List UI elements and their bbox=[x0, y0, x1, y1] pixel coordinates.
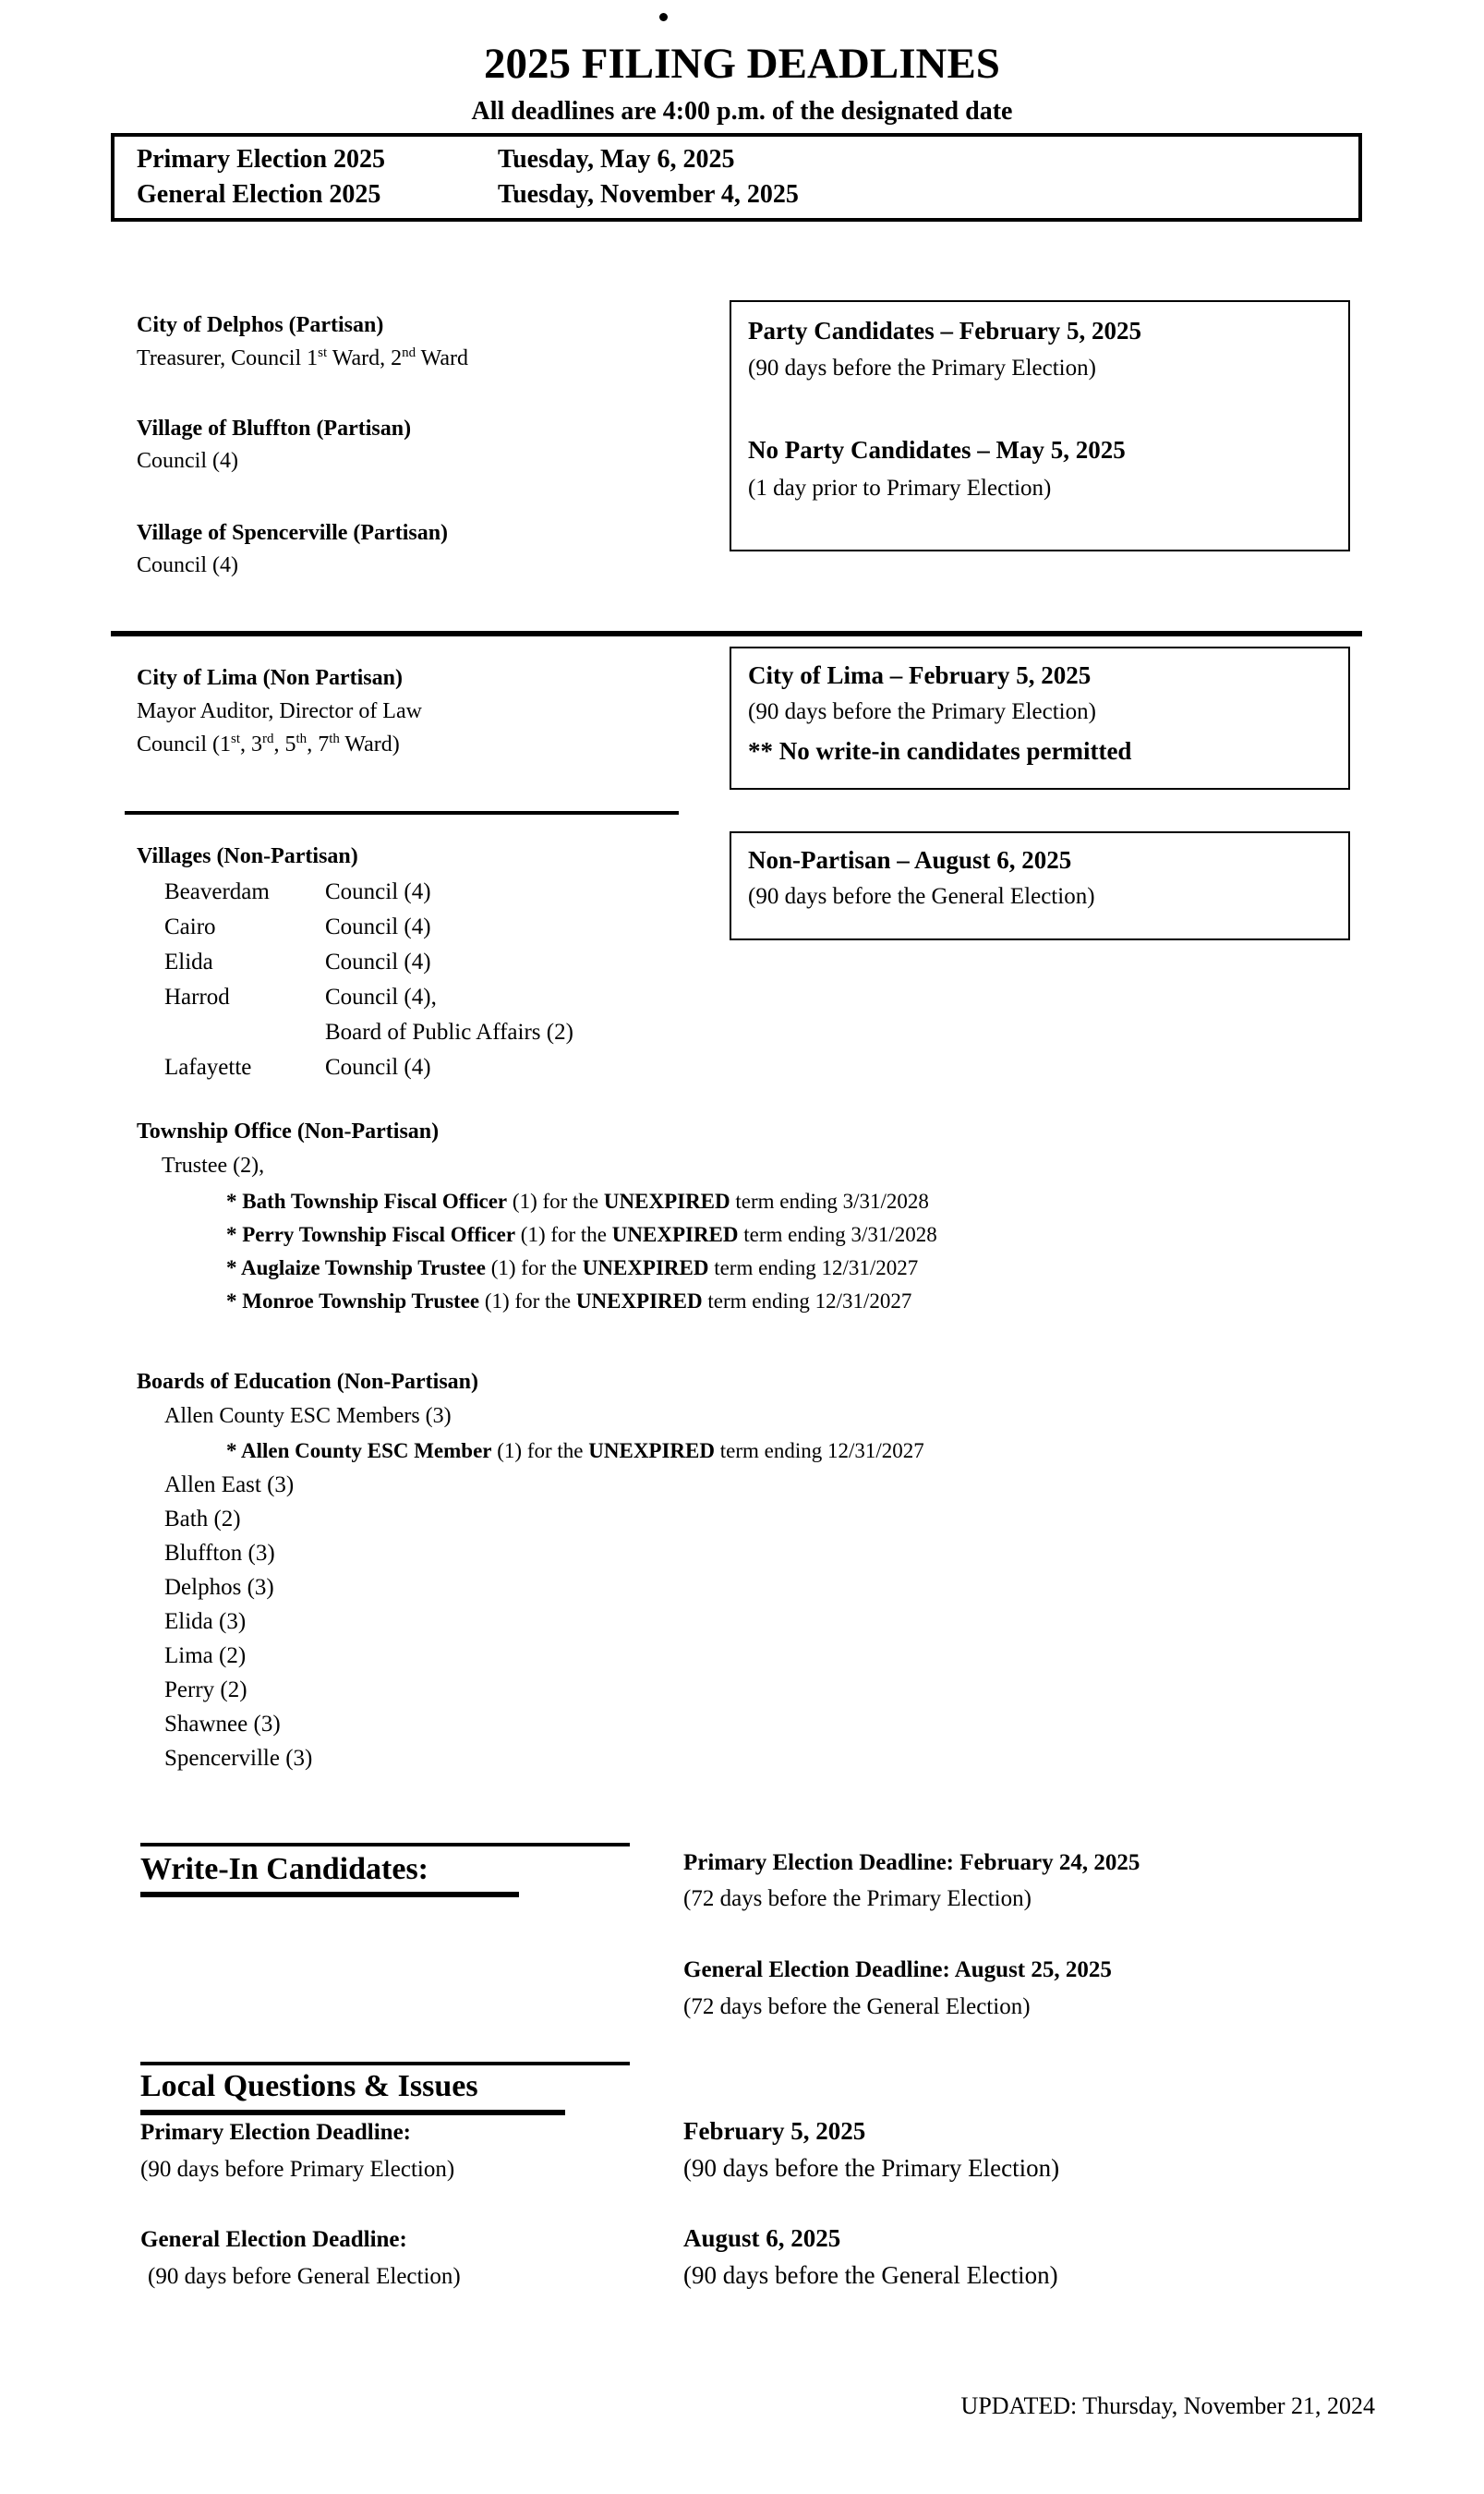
office-title: Allen County ESC Member bbox=[240, 1439, 492, 1462]
delphos-ordinal-2: nd bbox=[402, 345, 416, 360]
general-election-date: Tuesday, November 4, 2025 bbox=[498, 180, 799, 209]
term-end: term ending 12/31/2027 bbox=[715, 1439, 924, 1462]
writein-general-deadline: General Election Deadline: August 25, 2025 bbox=[683, 1957, 1112, 1982]
township-unexpired-row bbox=[226, 1289, 911, 1314]
office-title: Bath Township Fiscal Officer bbox=[242, 1190, 508, 1213]
office-count: (1) for the bbox=[515, 1223, 612, 1246]
esc-members-row: Allen County ESC Members (3) bbox=[164, 1404, 452, 1428]
villages-heading: Villages (Non-Partisan) bbox=[137, 844, 358, 868]
school-district-row: Elida (3) bbox=[164, 1609, 247, 1634]
entity-offices-delphos bbox=[137, 346, 468, 369]
term-end: term ending 3/31/2028 bbox=[730, 1190, 929, 1213]
village-seats: Council (4) bbox=[325, 879, 431, 904]
scan-speck-artifact bbox=[659, 13, 668, 21]
term-end: term ending 12/31/2027 bbox=[702, 1289, 912, 1313]
unexpired-keyword: UNEXPIRED bbox=[588, 1439, 715, 1462]
school-district-row: Allen East (3) bbox=[164, 1472, 295, 1497]
village-name: Beaverdam bbox=[164, 879, 270, 904]
school-district-row: Bath (2) bbox=[164, 1507, 241, 1532]
local-general-label-note: (90 days before General Election) bbox=[148, 2264, 461, 2289]
lima-ordinal-2: rd bbox=[262, 732, 274, 746]
village-name: Harrod bbox=[164, 985, 230, 1010]
primary-election-label: Primary Election 2025 bbox=[137, 145, 386, 174]
lima-offices-line1: Mayor Auditor, Director of Law bbox=[137, 699, 422, 723]
lima-council-a: , 3 bbox=[240, 732, 263, 757]
entity-name-bluffton: Village of Bluffton (Partisan) bbox=[137, 417, 412, 441]
village-name: Lafayette bbox=[164, 1055, 252, 1080]
page-title: 2025 FILING DEADLINES bbox=[484, 40, 1000, 88]
lima-ordinal-3: th bbox=[296, 732, 308, 746]
local-general-value-note: (90 days before the General Election) bbox=[683, 2261, 1058, 2289]
lima-ordinal-1: st bbox=[231, 732, 241, 746]
writein-general-note: (72 days before the General Election) bbox=[683, 1994, 1031, 2019]
section-divider-thin bbox=[125, 811, 679, 815]
school-district-row: Lima (2) bbox=[164, 1643, 247, 1668]
asterisk-marker: * bbox=[226, 1439, 241, 1462]
delphos-offices-suffix: Ward bbox=[416, 346, 469, 370]
lima-council-c: , 7 bbox=[307, 732, 330, 757]
nonpartisan-deadline-note: (90 days before the General Election) bbox=[748, 884, 1095, 909]
school-district-row: Delphos (3) bbox=[164, 1575, 274, 1600]
esc-unexpired-row bbox=[226, 1439, 924, 1463]
school-district-row: Perry (2) bbox=[164, 1677, 247, 1702]
lima-no-writein-note: ** No write-in candidates permitted bbox=[748, 737, 1132, 765]
asterisk-marker: * bbox=[226, 1190, 243, 1213]
school-district-row: Spencerville (3) bbox=[164, 1746, 313, 1771]
section-divider-thick bbox=[111, 631, 1362, 636]
office-title: Perry Township Fiscal Officer bbox=[242, 1223, 516, 1246]
office-count: (1) for the bbox=[507, 1190, 604, 1213]
writein-rule-under bbox=[140, 1892, 519, 1897]
lima-offices-line2 bbox=[137, 732, 400, 756]
office-count: (1) for the bbox=[479, 1289, 576, 1313]
lima-heading: City of Lima (Non Partisan) bbox=[137, 666, 403, 690]
asterisk-marker: * bbox=[226, 1256, 241, 1279]
local-primary-label: Primary Election Deadline: bbox=[140, 2120, 411, 2145]
office-title: Monroe Township Trustee bbox=[242, 1289, 480, 1313]
entity-offices-bluffton: Council (4) bbox=[137, 449, 238, 473]
local-issues-rule-under bbox=[140, 2110, 565, 2115]
entity-offices-spencerville: Council (4) bbox=[137, 553, 238, 577]
nonpartisan-deadline-callout bbox=[730, 831, 1350, 940]
local-primary-value-note: (90 days before the Primary Election) bbox=[683, 2154, 1060, 2182]
writein-primary-deadline: Primary Election Deadline: February 24, 2025 bbox=[683, 1850, 1140, 1875]
local-primary-label-note: (90 days before Primary Election) bbox=[140, 2157, 455, 2182]
lima-deadline-callout bbox=[730, 647, 1350, 790]
village-name: Cairo bbox=[164, 914, 216, 939]
asterisk-marker: * bbox=[226, 1289, 243, 1313]
lima-council-prefix: Council (1 bbox=[137, 732, 231, 757]
election-dates-box bbox=[111, 133, 1362, 222]
lima-council-b: , 5 bbox=[273, 732, 296, 757]
office-title: Auglaize Township Trustee bbox=[240, 1256, 486, 1279]
school-district-row: Bluffton (3) bbox=[164, 1541, 275, 1566]
township-unexpired-row bbox=[226, 1190, 929, 1214]
entity-name-delphos: City of Delphos (Partisan) bbox=[137, 313, 384, 337]
lima-deadline-note: (90 days before the Primary Election) bbox=[748, 699, 1096, 724]
village-seats: Council (4) bbox=[325, 1055, 431, 1080]
delphos-ordinal-1: st bbox=[318, 345, 328, 360]
unexpired-keyword: UNEXPIRED bbox=[603, 1190, 730, 1213]
lima-ordinal-4: th bbox=[329, 732, 340, 746]
township-trustee-line: Trustee (2), bbox=[162, 1154, 265, 1178]
office-count: (1) for the bbox=[485, 1256, 583, 1279]
local-general-label: General Election Deadline: bbox=[140, 2227, 407, 2252]
party-candidates-note: (90 days before the Primary Election) bbox=[748, 356, 1096, 381]
page-subtitle: All deadlines are 4:00 p.m. of the designated date bbox=[471, 97, 1013, 126]
lima-deadline-date: City of Lima – February 5, 2025 bbox=[748, 661, 1092, 689]
local-issues-section-title: Local Questions & Issues bbox=[140, 2069, 478, 2103]
primary-election-date: Tuesday, May 6, 2025 bbox=[498, 145, 735, 174]
party-candidates-deadline: Party Candidates – February 5, 2025 bbox=[748, 317, 1141, 345]
office-count: (1) for the bbox=[491, 1439, 589, 1462]
term-end: term ending 3/31/2028 bbox=[738, 1223, 937, 1246]
updated-timestamp: UPDATED: Thursday, November 21, 2024 bbox=[960, 2392, 1375, 2419]
local-primary-value: February 5, 2025 bbox=[683, 2117, 866, 2145]
township-heading: Township Office (Non-Partisan) bbox=[137, 1120, 440, 1144]
boards-heading: Boards of Education (Non-Partisan) bbox=[137, 1370, 479, 1394]
township-unexpired-row bbox=[226, 1256, 918, 1280]
writein-section-title: Write-In Candidates: bbox=[140, 1852, 428, 1886]
village-seats: Council (4), bbox=[325, 985, 437, 1010]
nonpartisan-deadline-date: Non-Partisan – August 6, 2025 bbox=[748, 846, 1072, 874]
writein-rule-top bbox=[140, 1843, 630, 1846]
village-seats: Council (4) bbox=[325, 950, 431, 975]
village-seats: Council (4) bbox=[325, 914, 431, 939]
asterisk-marker: * bbox=[226, 1223, 243, 1246]
delphos-offices-mid: Ward, 2 bbox=[327, 346, 403, 370]
local-general-value: August 6, 2025 bbox=[683, 2224, 841, 2252]
lima-council-suffix: Ward) bbox=[339, 732, 400, 757]
unexpired-keyword: UNEXPIRED bbox=[575, 1289, 703, 1313]
local-issues-rule-top bbox=[140, 2062, 630, 2065]
partisan-deadline-callout bbox=[730, 300, 1350, 551]
no-party-candidates-deadline: No Party Candidates – May 5, 2025 bbox=[748, 436, 1126, 464]
village-seats-continued: Board of Public Affairs (2) bbox=[325, 1020, 573, 1045]
unexpired-keyword: UNEXPIRED bbox=[611, 1223, 739, 1246]
no-party-candidates-note: (1 day prior to Primary Election) bbox=[748, 476, 1052, 501]
village-name: Elida bbox=[164, 950, 213, 975]
entity-name-spencerville: Village of Spencerville (Partisan) bbox=[137, 521, 449, 545]
general-election-label: General Election 2025 bbox=[137, 180, 381, 209]
unexpired-keyword: UNEXPIRED bbox=[582, 1256, 709, 1279]
term-end: term ending 12/31/2027 bbox=[708, 1256, 919, 1279]
school-district-row: Shawnee (3) bbox=[164, 1712, 281, 1737]
writein-primary-note: (72 days before the Primary Election) bbox=[683, 1886, 1032, 1911]
delphos-offices-prefix: Treasurer, Council 1 bbox=[137, 346, 319, 370]
township-unexpired-row bbox=[226, 1223, 937, 1247]
